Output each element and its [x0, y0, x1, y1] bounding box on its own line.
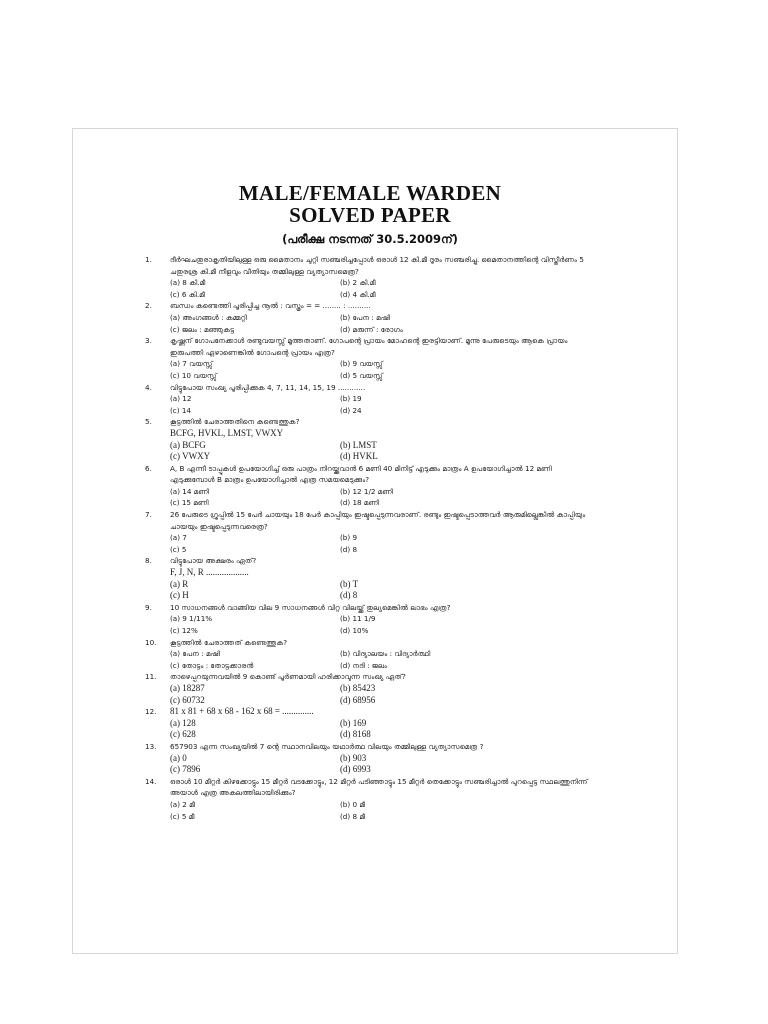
answer-option: (b) 2 കി.മീ — [340, 278, 376, 288]
answer-options — [145, 613, 595, 636]
answer-option: (a) 7 — [170, 533, 187, 543]
answer-options — [145, 718, 595, 741]
answer-option: (c) 60732 — [170, 694, 205, 705]
answer-option: (d) 8 — [340, 590, 358, 601]
question-item — [145, 637, 595, 672]
question-text: കൂട്ടത്തിൽ ചേരാത്തതിനെ കണ്ടെത്തുക? — [170, 417, 300, 427]
question-item — [145, 671, 595, 706]
answer-option: (c) 5 — [170, 544, 187, 554]
question-text: വിട്ടുപോയ അക്ഷരം ഏത്? — [170, 556, 257, 566]
answer-options — [145, 579, 595, 602]
answer-option: (c) 5 മീ — [170, 811, 195, 821]
answer-option: (c) H — [170, 590, 189, 601]
question-number: 1. — [145, 255, 152, 264]
question-text: വിട്ടുപോയ സംഖ്യ പൂരിപ്പിക്കുക 4, 7, 11, 14, 15, 19 ............ — [170, 382, 366, 392]
question-text: 26 പേരുടെ ഗ്രൂപ്പിൽ 15 പേർ ചായയും 18 പേർ കാപ്പിയും ഇഷ്ടപ്പെടുന്നവരാണ്. രണ്ടും ഇഷ്ടപ്പെടാത്തവർ ആരുമില്ലെങ്കിൽ കാപ്പിയും ചായയും ഇഷ്ടപ്പെടുന്നവരെത്ര? — [170, 510, 586, 531]
question-number: 4. — [145, 382, 152, 392]
answer-options — [145, 358, 595, 381]
answer-option: (a) 8 കി.മീ — [170, 278, 206, 288]
answer-option: (d) 68956 — [340, 694, 376, 705]
answer-option: (a) 7 വയസ്സ് — [170, 359, 213, 369]
answer-option: (b) T — [340, 578, 359, 589]
answer-option: (d) HVKL — [340, 451, 378, 462]
paper-title-line-2: SOLVED PAPER — [289, 203, 451, 227]
question-item — [145, 254, 595, 300]
answer-options — [145, 277, 595, 300]
answer-option: (a) 12 — [170, 394, 192, 404]
answer-option: (d) 8 — [340, 544, 358, 554]
answer-option: (d) 8 മീ — [340, 811, 366, 821]
question-text: ബന്ധം കണ്ടെത്തി പൂരിപ്പിച്ച നൂൽ : വസ്ത്രം = = ........ : .......... — [170, 301, 371, 311]
answer-options — [145, 440, 595, 463]
answer-option: (b) 903 — [340, 752, 367, 763]
question-number: 9. — [145, 602, 152, 612]
question-text: ദീർഘചതുരാകൃതിയിലുള്ള ഒരു മൈതാനം ചുറ്റി സഞ്ചരിച്ചപ്പോൾ ഒരാൾ 12 കി.മീ ദൂരം സഞ്ചരിച്ചു. മൈതാനത്തിന്റെ വിസ്തീർണം 5 ചതുരശ്ര കി.മീ നീളവും വീതിയും തമ്മിലുള്ള വ്യത്യാസമെത്ര? — [170, 255, 584, 276]
question-text: കൂട്ടത്തിൽ ചേരാത്തത് കണ്ടെത്തുക? — [170, 637, 288, 647]
question-item — [145, 335, 595, 381]
question-number: 14. — [145, 776, 157, 786]
answer-option: (c) 10 വയസ്സ് — [170, 370, 217, 380]
question-number: 11. — [145, 672, 157, 682]
answer-option: (b) 169 — [340, 717, 367, 728]
answer-option: (b) പേന : മഷി — [340, 312, 391, 322]
question-item — [145, 300, 595, 335]
answer-option: (c) 628 — [170, 729, 196, 740]
answer-option: (c) 14 — [170, 405, 191, 415]
question-number: 2. — [145, 301, 152, 311]
question-item — [145, 509, 595, 555]
question-item — [145, 741, 595, 776]
answer-option: (a) 2 മീ — [170, 799, 195, 809]
question-text: 81 x 81 + 68 x 68 - 162 x 68 = .............. — [170, 706, 314, 717]
answer-option: (d) നദി : ജലം — [340, 660, 388, 670]
answer-option: (b) 12 1/2 മണി — [340, 486, 394, 496]
answer-option: (c) ജലം : മഞ്ഞുകട്ട — [170, 324, 235, 334]
question-item — [145, 382, 595, 417]
answer-option: (b) വിദ്യാലയം : വിദ്യാർത്ഥി — [340, 649, 431, 659]
answer-options — [145, 648, 595, 671]
paper-content — [145, 182, 595, 822]
question-item — [145, 706, 595, 741]
question-text: 10 സാധനങ്ങൾ വാങ്ങിയ വില 9 സാധനങ്ങൾ വിറ്റ വിലയ്ക്ക് തുല്യമെങ്കിൽ ലാഭം എത്ര? — [170, 602, 451, 612]
question-item — [145, 602, 595, 637]
answer-option: (a) 9 1/11% — [170, 614, 213, 624]
answer-option: (a) പേന : മഷി — [170, 649, 220, 659]
answer-options — [145, 683, 595, 706]
answer-option: (d) 4 കി.മീ — [340, 289, 376, 299]
answer-option: (b) 9 — [340, 533, 358, 543]
question-number: 13. — [145, 741, 157, 751]
answer-option: (c) VWXY — [170, 451, 211, 462]
answer-option: (c) 15 മണി — [170, 498, 209, 508]
exam-date-subtitle: (പരീക്ഷ നടന്നത് 30.5.2009ന്) — [282, 232, 458, 246]
question-text: ഒരാൾ 10 മീറ്റർ കിഴക്കോട്ടും 15 മീറ്റർ വടക്കോട്ടും, 12 മീറ്റർ പടിഞ്ഞാട്ടും 15 മീറ്റർ തെക്കോട്ടും സഞ്ചരിച്ചാൽ പുറപ്പെട്ട സ്ഥലത്തുനിന്ന് അയാൾ എത്ര അകലത്തിലായിരിക്കും? — [170, 776, 588, 798]
answer-options — [145, 486, 595, 509]
answer-option: (d) മരുന്ന് : രോഗം — [340, 324, 403, 334]
answer-option: (d) 10% — [340, 626, 369, 635]
question-item — [145, 463, 595, 509]
answer-option: (b) LMST — [340, 439, 377, 450]
answer-option: (a) BCFG — [170, 439, 206, 450]
question-text: 657903 എന്ന സംഖ്യയിൽ 7 ന്റെ സ്ഥാനവിലയും യഥാർത്ഥ വിലയും തമ്മിലുള്ള വ്യത്യാസമെത്ര ? — [170, 741, 484, 751]
answer-option: (c) 6 കി.മീ — [170, 289, 205, 299]
answer-options — [145, 393, 595, 416]
question-sequence: BCFG, HVKL, LMST, VWXY — [170, 427, 284, 438]
answer-option: (d) 24 — [340, 405, 362, 415]
answer-option: (a) 18287 — [170, 682, 205, 693]
question-number: 3. — [145, 336, 152, 346]
answer-option: (a) 14 മണി — [170, 486, 210, 496]
answer-option: (b) 85423 — [340, 682, 376, 693]
question-list — [145, 254, 595, 822]
question-number: 5. — [145, 417, 152, 427]
question-item — [145, 416, 595, 462]
question-text: താഴെപ്പറയുന്നവയിൽ 9 കൊണ്ട് പൂർണമായി ഹരിക്കാവുന്ന സംഖ്യ ഏത്? — [170, 672, 406, 682]
answer-option: (b) 19 — [340, 394, 362, 404]
paper-title-line-1: MALE/FEMALE WARDEN — [238, 181, 502, 205]
question-text: കൃഷ്ണന് ഗോപനേക്കാൾ രണ്ടുവയസ്സ് മൂത്തതാണ്. ഗോപന്റെ പ്രായം മോഹന്റെ ഇരട്ടിയാണ്. മൂന്നു പേരുടെയും ആകെ പ്രായം ഇരുപത്തി ഏഴാണെങ്കിൽ ഗോപന്റെ പ്രായം എത്ര? — [170, 336, 568, 357]
answer-options — [145, 753, 595, 776]
answer-options — [145, 799, 595, 822]
answer-option: (c) 12% — [170, 626, 198, 635]
question-text: A, B എന്നീ ടാപ്പുകൾ ഉപയോഗിച്ച് ഒരു പാത്രം നിറയ്ക്കുവാൻ 6 മണി 40 മിനിട്ട് എടുക്കും മാത്രം A ഉപയോഗിച്ചാൽ 12 മണി എടുക്കുമ്പോൾ B മാത്രം ഉപയോഗിച്ചാൽ എത്ര സമയമെടുക്കും? — [170, 463, 552, 485]
answer-option: (b) 9 വയസ്സ് — [340, 359, 383, 369]
answer-option: (a) R — [170, 578, 189, 589]
answer-option: (a) 0 — [170, 752, 187, 763]
answer-option: (d) 5 വയസ്സ് — [340, 370, 383, 380]
answer-option: (b) 0 മീ — [340, 799, 366, 809]
question-item — [145, 555, 595, 601]
answer-option: (c) 7896 — [170, 764, 201, 775]
question-number: 10. — [145, 637, 157, 647]
answer-option: (d) 18 മണി — [340, 498, 380, 508]
question-item — [145, 776, 595, 822]
answer-options — [145, 312, 595, 335]
answer-option: (b) 11 1/9 — [340, 614, 376, 624]
answer-option: (a) 128 — [170, 717, 196, 728]
question-number: 8. — [145, 556, 152, 566]
answer-option: (d) 6993 — [340, 764, 371, 775]
question-number: 7. — [145, 510, 152, 520]
question-sequence: F, J, N, R ................... — [170, 567, 249, 578]
answer-option: (c) തോട്ടം : തോട്ടക്കാരൻ — [170, 660, 254, 670]
answer-options — [145, 532, 595, 555]
question-number: 12. — [145, 707, 157, 717]
answer-option: (a) അംഗങ്ങൾ : കമ്മറ്റി — [170, 312, 247, 322]
question-number: 6. — [145, 463, 152, 473]
answer-option: (d) 8168 — [340, 729, 371, 740]
